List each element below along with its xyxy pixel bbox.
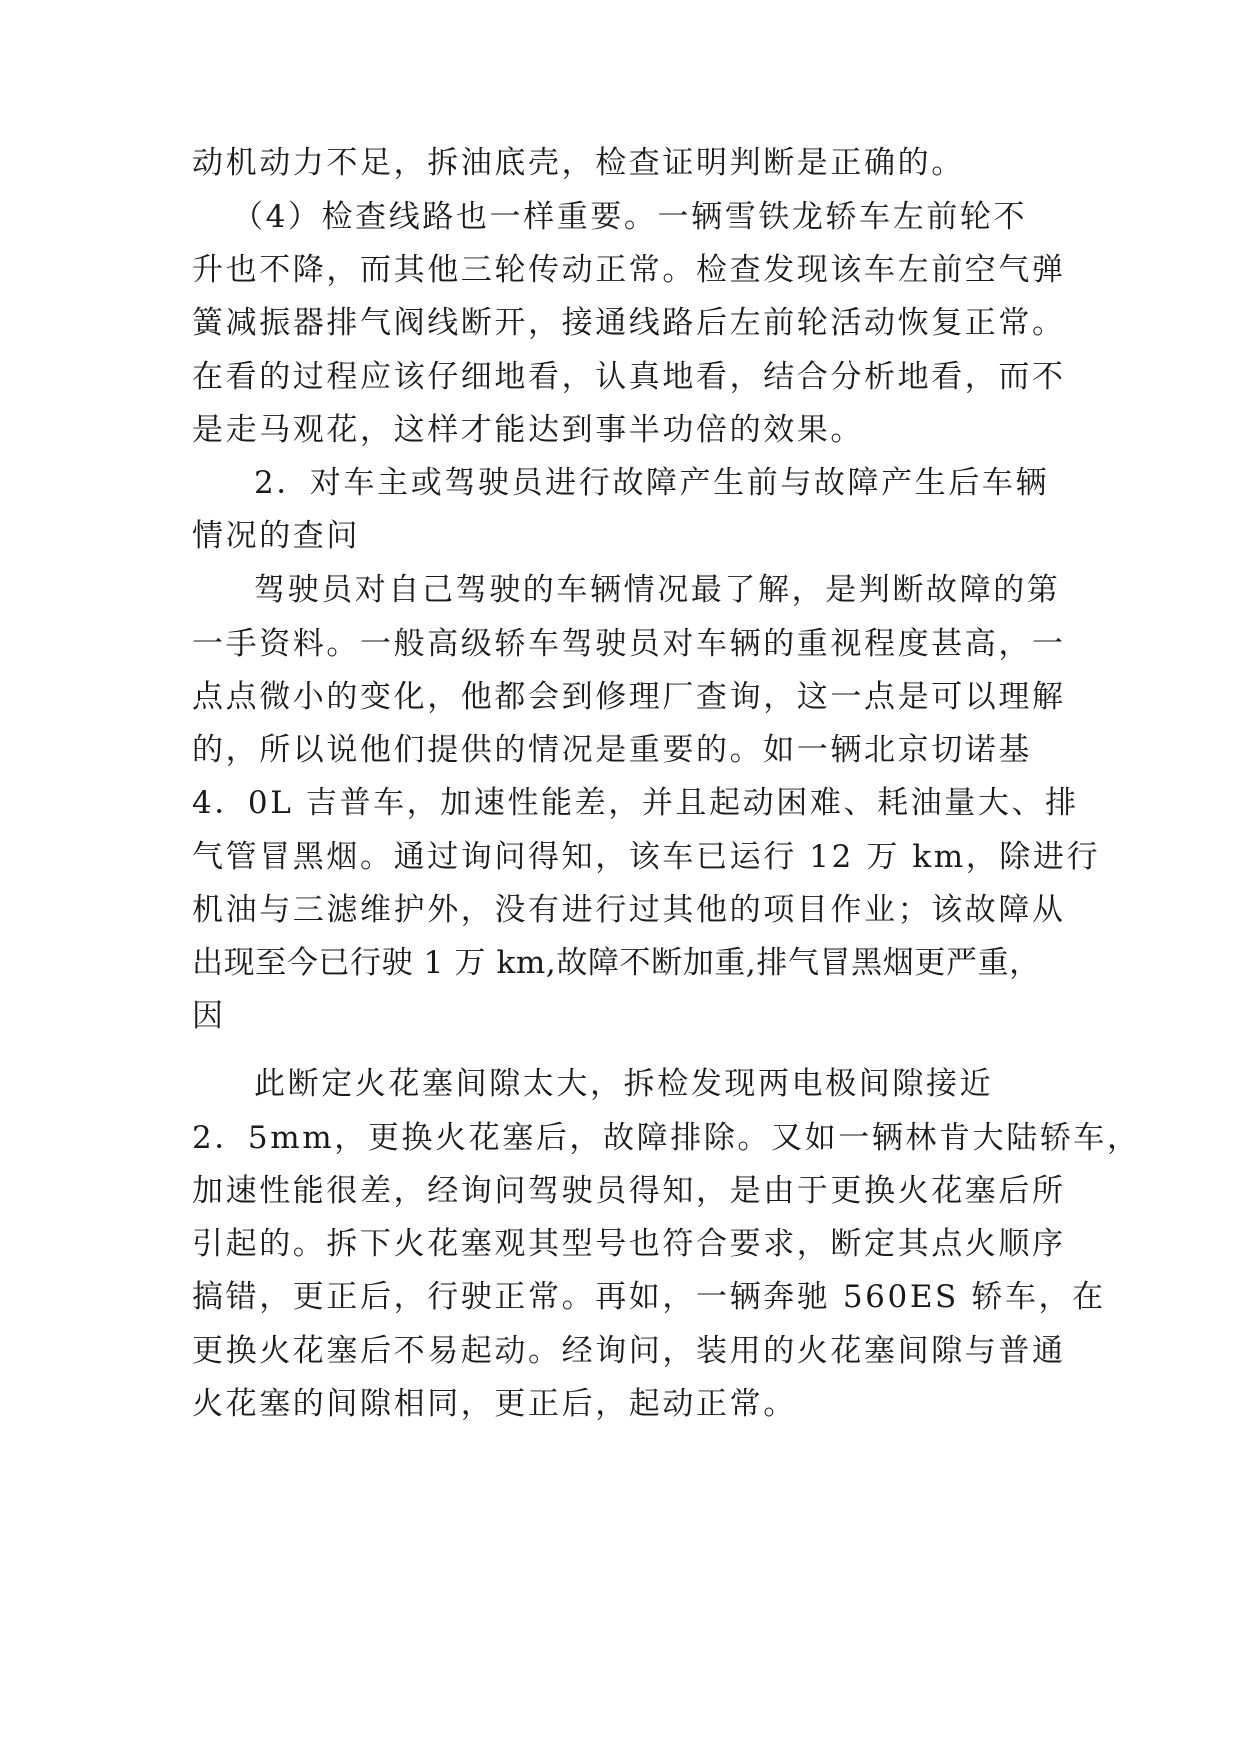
section-heading: 情况的查问 [192, 518, 360, 554]
text-line: 簧减振器排气阀线断开，接通线路后左前轮活动恢复正常。 [192, 305, 1066, 341]
text-line: 驾驶员对自己驾驶的车辆情况最了解，是判断故障的第 [254, 572, 1061, 608]
text-line: 动机动力不足，拆油底壳，检查证明判断是正确的。 [192, 145, 965, 181]
text-line: 是走马观花，这样才能达到事半功倍的效果。 [192, 412, 864, 448]
text-line: 一手资料。一般高级轿车驾驶员对车辆的重视程度甚高，一 [192, 626, 1066, 662]
text-line: 的，所以说他们提供的情况是重要的。如一辆北京切诺基 [192, 732, 1032, 768]
text-line: 火花塞的间隙相同，更正后，起动正常。 [192, 1386, 797, 1422]
text-line: 升也不降，而其他三轮传动正常。检查发现该车左前空气弹 [192, 252, 1066, 288]
text-line: 引起的。拆下火花塞观其型号也符合要求，断定其点火顺序 [192, 1226, 1066, 1262]
text-line: 搞错，更正后，行驶正常。再如，一辆奔驰 560ES 轿车，在 [192, 1279, 1106, 1315]
text-line: 机油与三滤维护外，没有进行过其他的项目作业；该故障从 [192, 892, 1066, 928]
text-line: 点点微小的变化，他都会到修理厂查询，这一点是可以理解 [192, 679, 1066, 715]
text-line: 加速性能很差，经询问驾驶员得知，是由于更换火花塞后所 [192, 1173, 1066, 1209]
text-line: 在看的过程应该仔细地看，认真地看，结合分析地看，而不 [192, 359, 1066, 395]
text-line: 出现至今已行驶 1 万 km,故障不断加重,排气冒黑烟更严重， [192, 945, 1041, 981]
text-line: 4．0L 吉普车，加速性能差，并且起动困难、耗油量大、排 [192, 785, 1079, 821]
text-line: 此断定火花塞间隙太大，拆检发现两电极间隙接近 [254, 1066, 994, 1102]
text-line: 更换火花塞后不易起动。经询问，装用的火花塞间隙与普通 [192, 1333, 1066, 1369]
text-line: 2．5mm，更换火花塞后，故障排除。又如一辆林肯大陆轿车， [192, 1120, 1141, 1156]
text-line: 气管冒黑烟。通过询问得知，该车已运行 12 万 km，除进行 [192, 839, 1101, 875]
text-line: 因 [192, 998, 226, 1034]
text-line: （4）检查线路也一样重要。一辆雪铁龙轿车左前轮不 [232, 199, 1028, 235]
section-heading: 2．对车主或驾驶员进行故障产生前与故障产生后车辆 [254, 465, 1050, 501]
